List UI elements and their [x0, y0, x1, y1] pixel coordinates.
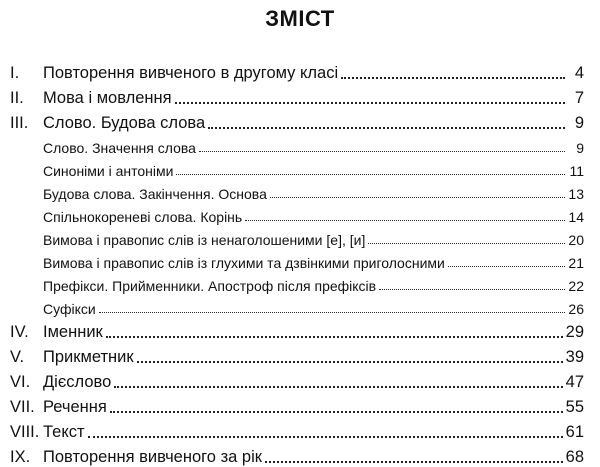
- toc-page: 47: [565, 373, 584, 391]
- toc-entry: [10, 108, 584, 133]
- toc-page: 26: [568, 301, 584, 317]
- toc-number: VII.: [10, 398, 35, 416]
- toc-subentry: [10, 179, 584, 202]
- toc-label: Слово. Значення слова: [43, 140, 196, 156]
- toc-number: IX.: [10, 448, 31, 466]
- dot-leader: [208, 127, 565, 129]
- toc-label: Мова і мовлення: [43, 89, 172, 107]
- toc-entry: [10, 367, 584, 392]
- dot-leader: [88, 436, 563, 438]
- toc-subentry: [10, 133, 584, 156]
- toc-entry: [10, 417, 584, 442]
- toc-page: 4: [574, 64, 584, 82]
- dot-leader: [106, 336, 563, 338]
- toc-number: I.: [10, 64, 20, 82]
- toc-entry: [10, 342, 584, 367]
- toc-number: II.: [10, 89, 24, 107]
- toc-label: Префікси. Прийменники. Апостроф після префіксів: [43, 278, 377, 294]
- toc-number: IV.: [10, 323, 29, 341]
- toc-page: 21: [568, 255, 584, 271]
- toc-subentry: [10, 225, 584, 248]
- toc-page: 14: [568, 209, 584, 225]
- toc-label: Спільнокореневі слова. Корінь: [43, 209, 243, 225]
- toc-page: 39: [565, 348, 584, 366]
- toc-subentry: [10, 271, 584, 294]
- toc-entry: [10, 442, 584, 467]
- dot-leader: [99, 312, 565, 313]
- dot-leader: [176, 174, 565, 175]
- dot-leader: [270, 197, 565, 198]
- dot-leader: [368, 243, 565, 244]
- toc-page: 29: [565, 323, 584, 341]
- toc-page: 22: [568, 278, 584, 294]
- toc-page: 13: [568, 186, 584, 202]
- toc-page: 55: [565, 398, 584, 416]
- toc-label: Будова слова. Закінчення. Основа: [43, 186, 267, 202]
- toc-entry: [10, 317, 584, 342]
- toc-subentry: [10, 156, 584, 179]
- dot-leader: [245, 220, 565, 221]
- dot-leader: [137, 361, 563, 363]
- toc-label: Речення: [43, 398, 107, 416]
- toc-page: 68: [565, 448, 584, 466]
- toc-page: 20: [568, 232, 584, 248]
- toc-label: Синоніми і антоніми: [43, 163, 174, 179]
- toc-entry: [10, 83, 584, 108]
- toc-number: VI.: [10, 373, 31, 391]
- dot-leader: [114, 386, 562, 388]
- toc-page: 61: [565, 423, 584, 441]
- dot-leader: [379, 289, 565, 290]
- page-title: ЗМІСТ: [265, 6, 335, 31]
- toc-page: 9: [576, 140, 584, 156]
- dot-leader: [448, 266, 565, 267]
- toc-label: Прикметник: [43, 348, 134, 366]
- toc-label: Повторення вивченого в другому класі: [43, 64, 339, 82]
- toc-page: 9: [574, 114, 584, 132]
- toc-subentry: [10, 202, 584, 225]
- toc-entry: [10, 392, 584, 417]
- dot-leader: [265, 461, 563, 463]
- toc-label: Іменник: [43, 323, 103, 341]
- toc-number: V.: [10, 348, 25, 366]
- toc-subentry: [10, 294, 584, 317]
- dot-leader: [110, 411, 563, 413]
- table-of-contents: [10, 58, 584, 467]
- toc-label: Суфікси: [43, 301, 96, 317]
- toc-number: VIII.: [10, 423, 40, 441]
- toc-label: Слово. Будова слова: [43, 114, 206, 132]
- toc-label: Вимова і правопис слів із ненаголошеними [е], [и]: [43, 232, 366, 248]
- toc-label: Текст: [43, 423, 85, 441]
- toc-number: III.: [10, 114, 29, 132]
- toc-page: 7: [574, 89, 584, 107]
- toc-entry: [10, 58, 584, 83]
- dot-leader: [175, 102, 565, 104]
- toc-label: Повторення вивченого за рік: [43, 448, 262, 466]
- dot-leader: [341, 77, 565, 79]
- toc-label: Вимова і правопис слів із глухими та дзвінкими приголосними: [43, 255, 445, 271]
- toc-page: 11: [569, 163, 584, 179]
- toc-subentry: [10, 248, 584, 271]
- toc-label: Дієслово: [43, 373, 112, 391]
- dot-leader: [199, 151, 565, 152]
